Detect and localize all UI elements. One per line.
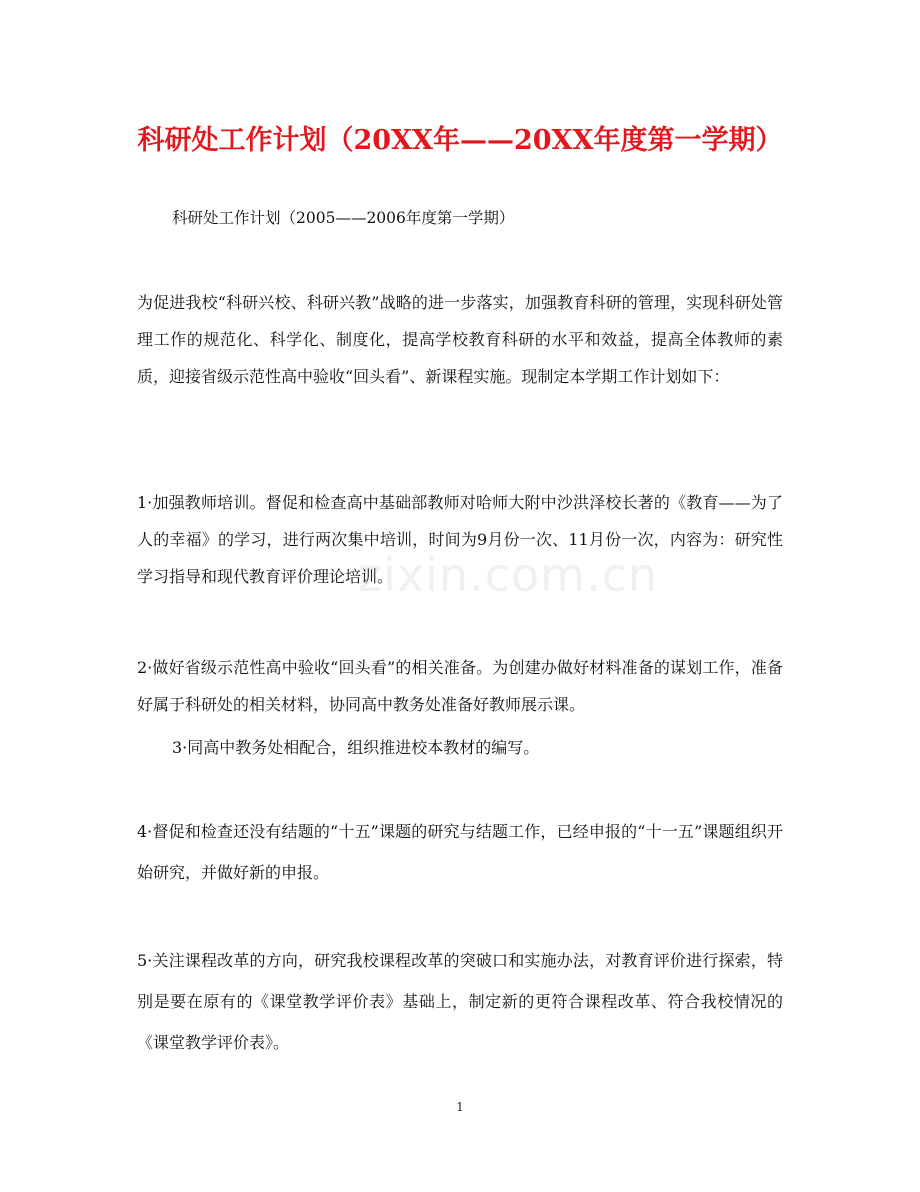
item-5-paragraph: 5·关注课程改革的方向，研究我校课程改革的突破口和实施办法，对教育评价进行探索，特别是要在原有的《课堂教学评价表》基础上，制定新的更符合课程改革、符合我校情况的《课堂教学评价表》。 bbox=[137, 951, 783, 1052]
item-4-paragraph: 4·督促和检查还没有结题的“十五”课题的研究与结题工作，已经申报的“十一五”课题组织开始研究，并做好新的申报。 bbox=[137, 822, 783, 882]
document-subtitle: 科研处工作计划（2005——2006年度第一学期） bbox=[172, 209, 515, 227]
document-title: 科研处工作计划（20XX年——20XX年度第一学期） bbox=[137, 125, 783, 156]
item-3-paragraph: 3·同高中教务处相配合，组织推进校本教材的编写。 bbox=[172, 738, 540, 757]
watermark: zixin.com.cn bbox=[358, 548, 659, 602]
page-number: 1 bbox=[456, 1100, 464, 1114]
item-2-paragraph: 2·做好省级示范性高中验收“回头看”的相关准备。为创建办做好材料准备的谋划工作，准备好属于科研处的相关材料，协同高中教务处准备好教师展示课。 bbox=[137, 658, 783, 714]
item-1-paragraph: 1·加强教师培训。督促和检查高中基础部教师对哈师大附中沙洪泽校长著的《教育——为了人的幸福》的学习，进行两次集中培训，时间为9月份一次、11月份一次，内容为：研究性学习指导和现代教育评价理论培训。 bbox=[137, 493, 783, 586]
intro-paragraph: 为促进我校“科研兴校、科研兴教”战略的进一步落实，加强教育科研的管理，实现科研处管理工作的规范化、科学化、制度化，提高学校教育科研的水平和效益，提高全体教师的素质，迎接省级示范性高中验收“回头看”、新课程实施。现制定本学期工作计划如下： bbox=[137, 293, 783, 386]
